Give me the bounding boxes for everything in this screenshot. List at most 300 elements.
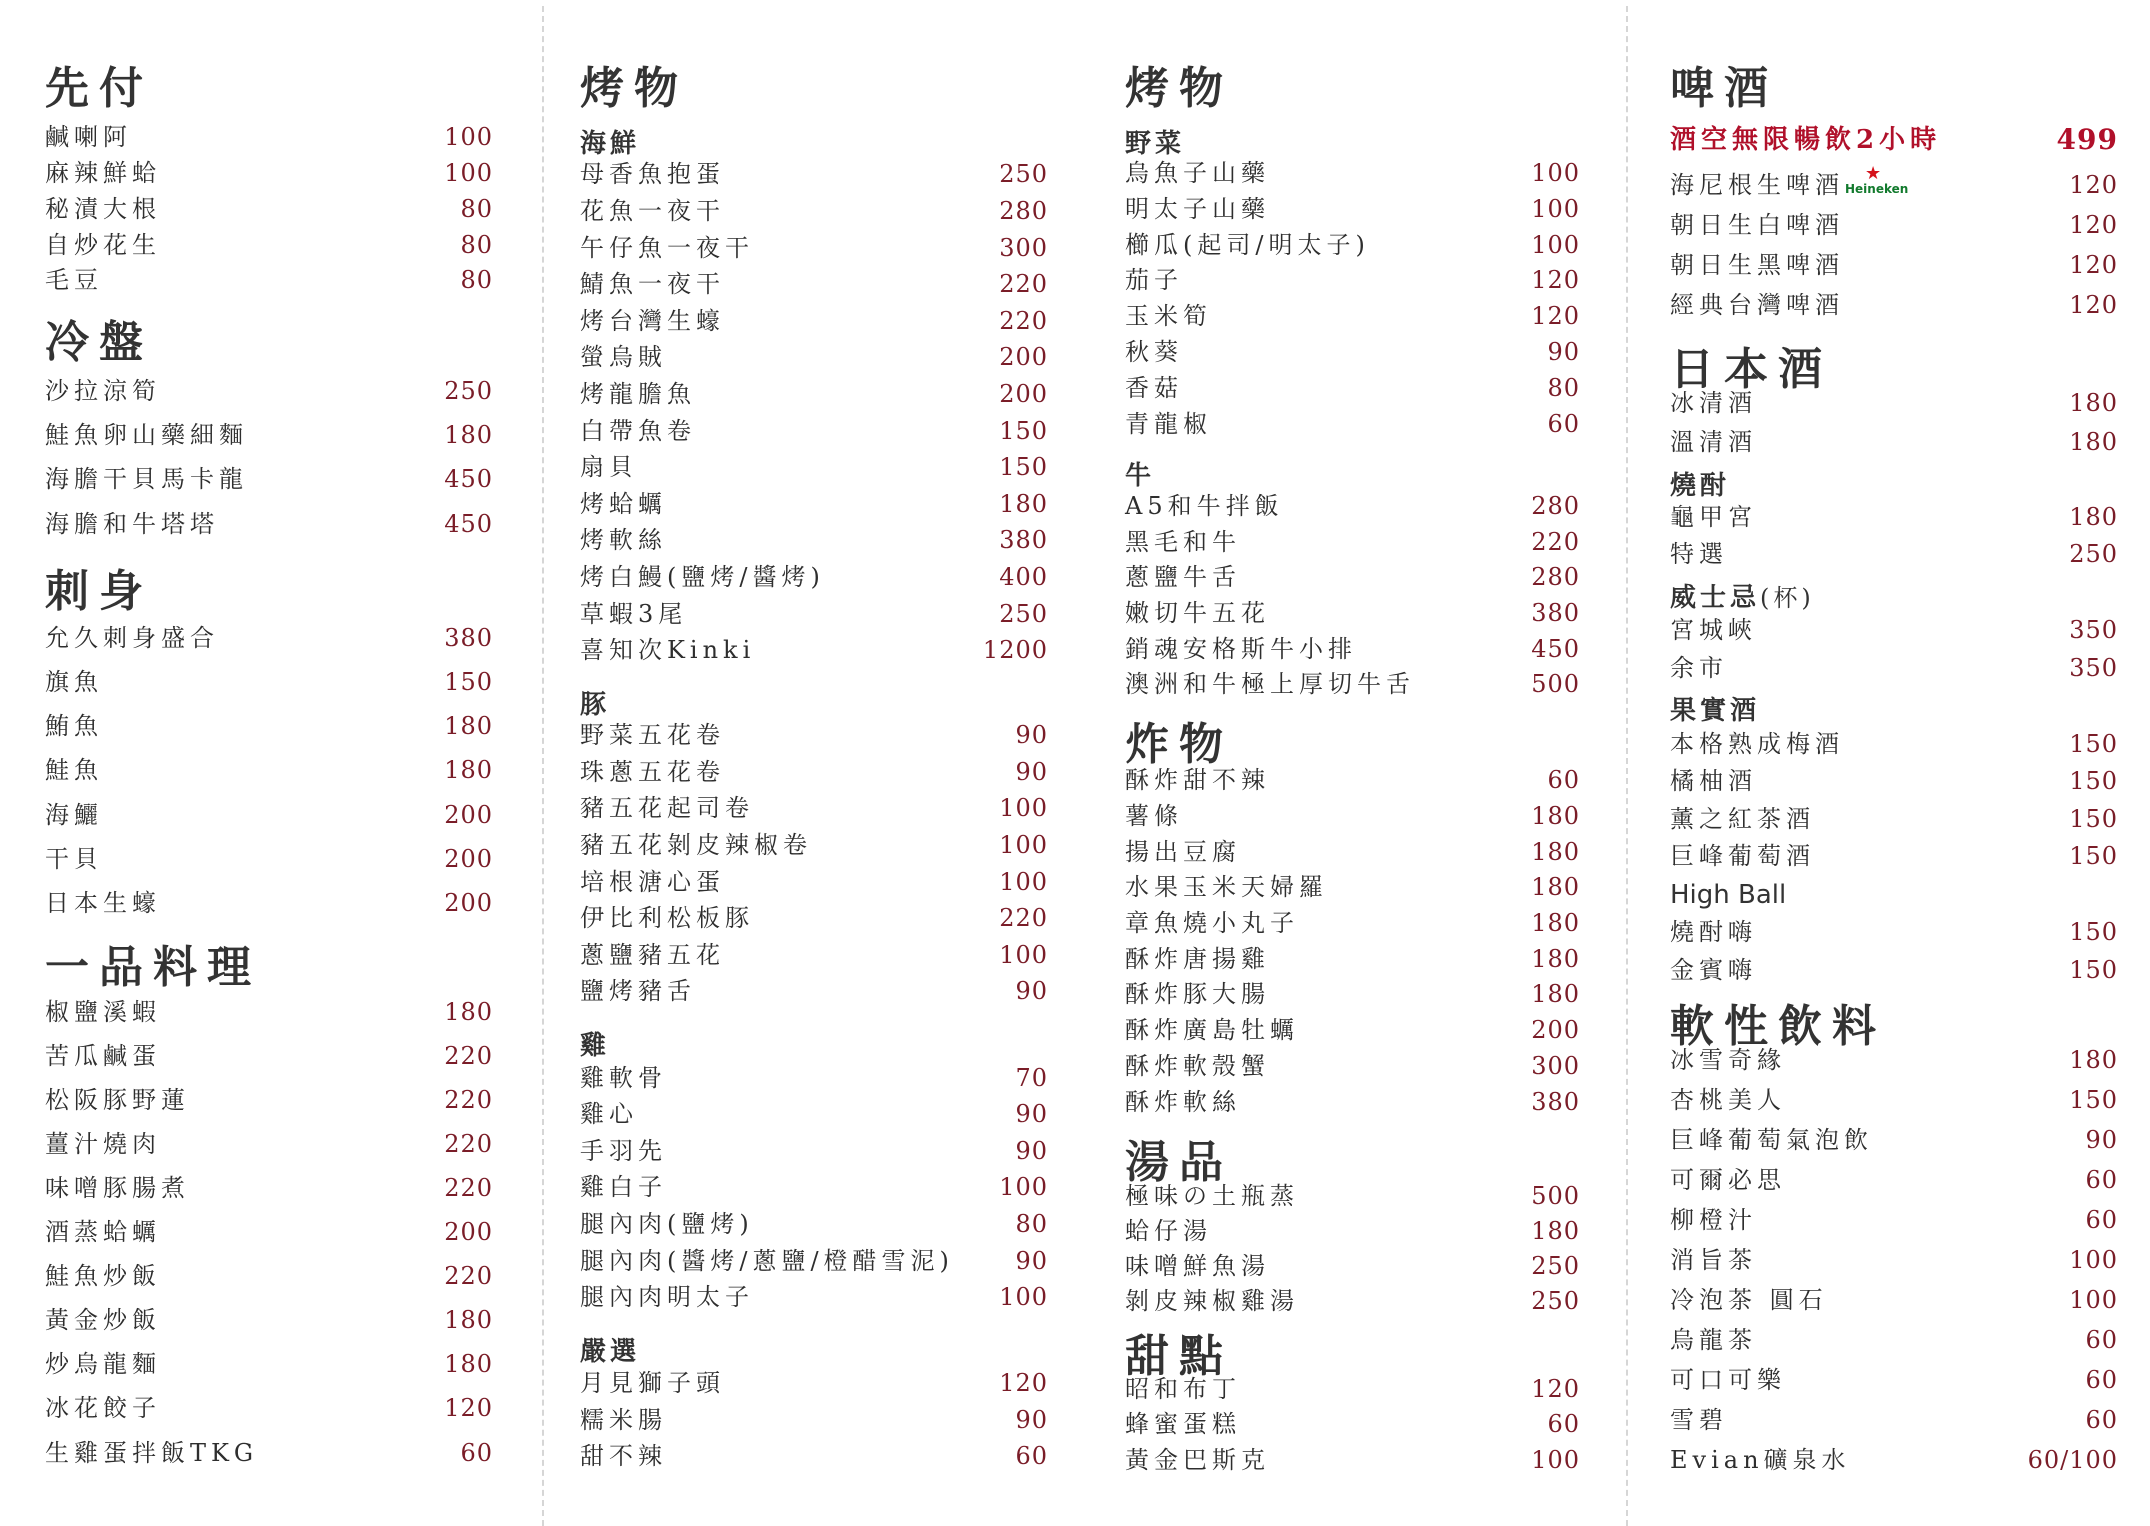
menu-item bbox=[45, 1084, 493, 1116]
subsection-title-vegetables: 野菜 bbox=[1125, 129, 1186, 159]
item-price: 120 bbox=[444, 1394, 493, 1422]
item-price: 280 bbox=[1531, 563, 1580, 591]
item-price: 280 bbox=[1531, 492, 1580, 520]
item-name: 雞心 bbox=[580, 1100, 638, 1128]
item-price: 250 bbox=[444, 377, 493, 405]
item-name: 昭和布丁 bbox=[1125, 1375, 1241, 1403]
item-price: 90 bbox=[2085, 1126, 2118, 1154]
menu-item bbox=[580, 975, 1048, 1007]
menu-item bbox=[1670, 1124, 2118, 1156]
item-price: 80 bbox=[1547, 374, 1580, 402]
item-name: 酒蒸蛤蠣 bbox=[45, 1218, 161, 1246]
item-price: 220 bbox=[444, 1086, 493, 1114]
item-name: 薑汁燒肉 bbox=[45, 1130, 161, 1158]
item-name: 可口可樂 bbox=[1670, 1366, 1786, 1394]
item-price: 220 bbox=[1531, 528, 1580, 556]
item-name: 黑毛和牛 bbox=[1125, 528, 1241, 556]
item-name: 剝皮辣椒雞湯 bbox=[1125, 1287, 1299, 1315]
item-price: 200 bbox=[444, 845, 493, 873]
item-name: 章魚燒小丸子 bbox=[1125, 909, 1299, 937]
red-star-icon: ★ bbox=[1865, 163, 1882, 184]
item-name: 冰花餃子 bbox=[45, 1394, 161, 1422]
item-name: 冰清酒 bbox=[1670, 389, 1757, 417]
item-price: 500 bbox=[1531, 670, 1580, 698]
subsection-title-beef: 牛 bbox=[1125, 461, 1156, 491]
item-price: 200 bbox=[444, 1218, 493, 1246]
menu-item bbox=[1670, 1364, 2118, 1396]
subsection-title-fruit-wine: 果實酒 bbox=[1670, 696, 1761, 726]
menu-item bbox=[45, 1128, 493, 1160]
item-name: 烤台灣生蠔 bbox=[580, 307, 725, 335]
item-price: 90 bbox=[1015, 977, 1048, 1005]
item-price: 100 bbox=[999, 831, 1048, 859]
menu-item bbox=[45, 710, 493, 742]
menu-item bbox=[45, 1437, 493, 1469]
item-price: 250 bbox=[999, 160, 1048, 188]
menu-item bbox=[1125, 800, 1580, 832]
menu-item-highlight bbox=[1670, 124, 2118, 156]
menu-item bbox=[1670, 765, 2118, 797]
item-name: 黃金炒飯 bbox=[45, 1306, 161, 1334]
item-price: 60 bbox=[1547, 410, 1580, 438]
item-price: 120 bbox=[2069, 251, 2118, 279]
item-price: 120 bbox=[1531, 1375, 1580, 1403]
item-name: 金賓嗨 bbox=[1670, 956, 1757, 984]
menu-item bbox=[580, 488, 1048, 520]
item-price: 250 bbox=[1531, 1287, 1580, 1315]
item-price: 180 bbox=[1531, 838, 1580, 866]
item-price: 180 bbox=[1531, 909, 1580, 937]
item-name: 海膽干貝馬卡龍 bbox=[45, 465, 248, 493]
menu-item bbox=[1670, 209, 2118, 241]
item-price: 80 bbox=[460, 195, 493, 223]
menu-item bbox=[580, 451, 1048, 483]
menu-item bbox=[1125, 1285, 1580, 1317]
item-price: 220 bbox=[444, 1042, 493, 1070]
item-price: 200 bbox=[999, 380, 1048, 408]
item-price: 180 bbox=[444, 712, 493, 740]
item-price: 180 bbox=[2069, 389, 2118, 417]
menu-item bbox=[580, 305, 1048, 337]
menu-item bbox=[45, 1040, 493, 1072]
menu-item bbox=[1125, 633, 1580, 665]
menu-item bbox=[580, 415, 1048, 447]
menu-item bbox=[1670, 538, 2118, 570]
menu-item bbox=[1125, 1014, 1580, 1046]
subsection-title-chicken: 雞 bbox=[580, 1031, 611, 1061]
menu-item bbox=[45, 193, 493, 225]
menu-item bbox=[580, 866, 1048, 898]
menu-item bbox=[580, 939, 1048, 971]
item-price: 100 bbox=[2069, 1286, 2118, 1314]
menu-item bbox=[580, 195, 1048, 227]
menu-item bbox=[580, 1135, 1048, 1167]
item-price: 90 bbox=[1015, 1100, 1048, 1128]
menu-item bbox=[45, 121, 493, 153]
item-price: 180 bbox=[1531, 873, 1580, 901]
column-divider bbox=[542, 6, 544, 1526]
item-name: 烏魚子山藥 bbox=[1125, 159, 1270, 187]
menu-item bbox=[45, 419, 493, 451]
item-name: 消旨茶 bbox=[1670, 1246, 1757, 1274]
menu-item bbox=[1670, 652, 2118, 684]
item-name: 松阪豚野蓮 bbox=[45, 1086, 190, 1114]
menu-item bbox=[1670, 803, 2118, 835]
item-name: 宮城峽 bbox=[1670, 616, 1757, 644]
heineken-logo-icon bbox=[1845, 163, 1909, 199]
item-price: 80 bbox=[460, 266, 493, 294]
subsection-title-text: 威士忌 bbox=[1670, 583, 1761, 613]
item-price: 200 bbox=[999, 343, 1048, 371]
item-name: 薰之紅茶酒 bbox=[1670, 805, 1815, 833]
menu-item bbox=[580, 1281, 1048, 1313]
menu-item bbox=[580, 1062, 1048, 1094]
item-name: 余市 bbox=[1670, 654, 1728, 682]
item-name: 母香魚抱蛋 bbox=[580, 160, 725, 188]
menu-item bbox=[45, 1348, 493, 1380]
menu-item bbox=[580, 756, 1048, 788]
item-price: 60 bbox=[1547, 1410, 1580, 1438]
menu-item bbox=[1125, 526, 1580, 558]
item-name: 麻辣鮮蛤 bbox=[45, 159, 161, 187]
item-name: 鮭魚炒飯 bbox=[45, 1262, 161, 1290]
item-name: 味噌鮮魚湯 bbox=[1125, 1252, 1270, 1280]
menu-item bbox=[45, 1260, 493, 1292]
item-price: 300 bbox=[1531, 1052, 1580, 1080]
menu-item bbox=[45, 229, 493, 261]
item-name: 秘漬大根 bbox=[45, 195, 161, 223]
item-price: 450 bbox=[444, 510, 493, 538]
item-name: 午仔魚一夜干 bbox=[580, 234, 754, 262]
item-name: 生雞蛋拌飯TKG bbox=[45, 1439, 259, 1467]
item-name: 鮪魚 bbox=[45, 712, 103, 740]
item-price: 150 bbox=[2069, 842, 2118, 870]
item-price: 180 bbox=[2069, 503, 2118, 531]
item-name: 腿內肉明太子 bbox=[580, 1283, 754, 1311]
menu-item bbox=[580, 268, 1048, 300]
item-price: 100 bbox=[999, 1173, 1048, 1201]
menu-item bbox=[45, 1392, 493, 1424]
menu-item bbox=[580, 902, 1048, 934]
menu-item bbox=[1125, 1180, 1580, 1212]
item-price: 220 bbox=[444, 1262, 493, 1290]
item-price: 120 bbox=[999, 1369, 1048, 1397]
menu-item bbox=[1670, 163, 2118, 201]
item-price: 220 bbox=[444, 1174, 493, 1202]
item-price: 150 bbox=[2069, 1086, 2118, 1114]
menu-item bbox=[580, 232, 1048, 264]
item-price: 350 bbox=[2069, 654, 2118, 682]
menu-item bbox=[1125, 597, 1580, 629]
item-price: 1200 bbox=[982, 636, 1048, 664]
item-name: 冰雪奇緣 bbox=[1670, 1046, 1786, 1074]
menu-item bbox=[45, 754, 493, 786]
item-price: 180 bbox=[999, 490, 1048, 518]
item-price: 60 bbox=[2085, 1166, 2118, 1194]
item-name: 秋葵 bbox=[1125, 338, 1183, 366]
section-title-a-la-carte: 一品料理 bbox=[45, 942, 261, 993]
item-name: 酒空無限暢飲2小時 bbox=[1670, 125, 1942, 155]
menu-item bbox=[45, 666, 493, 698]
item-name: 橘柚酒 bbox=[1670, 767, 1757, 795]
item-name: 干貝 bbox=[45, 845, 103, 873]
item-price: 90 bbox=[1015, 758, 1048, 786]
section-title-soft-drinks: 軟性飲料 bbox=[1670, 1001, 1886, 1052]
item-price: 450 bbox=[1531, 635, 1580, 663]
item-price: 380 bbox=[1531, 1088, 1580, 1116]
item-price: 250 bbox=[1531, 1252, 1580, 1280]
subsection-title-selection: 嚴選 bbox=[580, 1337, 641, 1367]
item-name: 柳橙汁 bbox=[1670, 1206, 1757, 1234]
menu-item bbox=[580, 1404, 1048, 1436]
item-name: 本格熟成梅酒 bbox=[1670, 730, 1844, 758]
item-price: 150 bbox=[2069, 767, 2118, 795]
item-name: 糯米腸 bbox=[580, 1406, 667, 1434]
menu-item bbox=[580, 158, 1048, 190]
item-price: 90 bbox=[1547, 338, 1580, 366]
item-price: 380 bbox=[999, 526, 1048, 554]
menu-item bbox=[45, 463, 493, 495]
section-title-fried: 炸物 bbox=[1125, 719, 1233, 770]
item-name: 黃金巴斯克 bbox=[1125, 1446, 1270, 1474]
menu-item bbox=[45, 375, 493, 407]
menu-item bbox=[1125, 561, 1580, 593]
item-price: 180 bbox=[444, 1350, 493, 1378]
item-name: 銷魂安格斯牛小排 bbox=[1125, 635, 1357, 663]
item-name: 苦瓜鹹蛋 bbox=[45, 1042, 161, 1070]
menu-item bbox=[1670, 1404, 2118, 1436]
subsection-title-highball: High Ball bbox=[1670, 880, 1787, 910]
menu-item bbox=[1125, 1050, 1580, 1082]
item-price: 180 bbox=[444, 1306, 493, 1334]
item-name: 扇貝 bbox=[580, 453, 638, 481]
menu-item bbox=[1670, 1324, 2118, 1356]
item-name: 蜂蜜蛋糕 bbox=[1125, 1410, 1241, 1438]
item-price: 200 bbox=[1531, 1016, 1580, 1044]
menu-item bbox=[580, 1208, 1048, 1240]
menu-item bbox=[580, 378, 1048, 410]
menu-item bbox=[1125, 1250, 1580, 1282]
item-name: 培根溏心蛋 bbox=[580, 868, 725, 896]
item-name: 炒烏龍麵 bbox=[45, 1350, 161, 1378]
logo-wordmark: Heineken bbox=[1845, 182, 1909, 196]
item-name: 烏龍茶 bbox=[1670, 1326, 1757, 1354]
item-name: 白帶魚卷 bbox=[580, 417, 696, 445]
item-price: 250 bbox=[999, 600, 1048, 628]
item-name: 酥炸唐揚雞 bbox=[1125, 945, 1270, 973]
menu-item bbox=[580, 1367, 1048, 1399]
item-name: 明太子山藥 bbox=[1125, 195, 1270, 223]
item-price: 450 bbox=[444, 465, 493, 493]
item-name: 月見獅子頭 bbox=[580, 1369, 725, 1397]
item-price: 150 bbox=[2069, 918, 2118, 946]
menu-item bbox=[45, 887, 493, 919]
item-name: 青龍椒 bbox=[1125, 410, 1212, 438]
item-name: 鹹喇阿 bbox=[45, 123, 132, 151]
item-price: 150 bbox=[444, 668, 493, 696]
menu-item bbox=[1125, 490, 1580, 522]
item-name: 巨峰葡萄氣泡飲 bbox=[1670, 1126, 1873, 1154]
menu-item bbox=[1125, 193, 1580, 225]
item-price: 120 bbox=[2069, 211, 2118, 239]
menu-item bbox=[45, 1172, 493, 1204]
item-name: 珠蔥五花卷 bbox=[580, 758, 725, 786]
menu-item bbox=[1125, 229, 1580, 261]
menu-item bbox=[1670, 249, 2118, 281]
item-price: 180 bbox=[444, 756, 493, 784]
menu-item bbox=[580, 1171, 1048, 1203]
item-price: 100 bbox=[2069, 1246, 2118, 1274]
menu-item bbox=[1125, 300, 1580, 332]
menu-item bbox=[1125, 1408, 1580, 1440]
item-name: 雞白子 bbox=[580, 1173, 667, 1201]
menu-item bbox=[580, 1440, 1048, 1472]
menu-item bbox=[1670, 1444, 2118, 1476]
item-price: 60 bbox=[1547, 766, 1580, 794]
subsection-title-pork: 豚 bbox=[580, 690, 611, 720]
item-name: 蔥鹽牛舌 bbox=[1125, 563, 1241, 591]
menu-item bbox=[1670, 728, 2118, 760]
item-price: 500 bbox=[1531, 1182, 1580, 1210]
item-price: 150 bbox=[999, 453, 1048, 481]
menu-item bbox=[45, 799, 493, 831]
item-price: 150 bbox=[2069, 730, 2118, 758]
item-name: 水果玉米天婦羅 bbox=[1125, 873, 1328, 901]
menu-item bbox=[580, 561, 1048, 593]
menu-item bbox=[1125, 668, 1580, 700]
item-price: 180 bbox=[2069, 428, 2118, 456]
item-price: 90 bbox=[1015, 1406, 1048, 1434]
item-price: 60 bbox=[2085, 1366, 2118, 1394]
menu-item bbox=[45, 622, 493, 654]
item-name: 極味の土瓶蒸 bbox=[1125, 1182, 1299, 1210]
menu-item bbox=[1670, 1204, 2118, 1236]
item-price: 100 bbox=[999, 1283, 1048, 1311]
item-name: 椒鹽溪蝦 bbox=[45, 998, 161, 1026]
menu-item bbox=[1125, 764, 1580, 796]
item-price: 80 bbox=[1015, 1210, 1048, 1238]
menu-item bbox=[1125, 1215, 1580, 1247]
item-name: 沙拉涼筍 bbox=[45, 377, 161, 405]
item-price: 90 bbox=[1015, 721, 1048, 749]
item-name: A5和牛拌飯 bbox=[1125, 492, 1284, 520]
menu-item bbox=[1125, 157, 1580, 189]
item-price: 200 bbox=[444, 801, 493, 829]
item-price: 300 bbox=[999, 234, 1048, 262]
menu-item bbox=[1670, 1284, 2118, 1316]
item-name: 雞軟骨 bbox=[580, 1064, 667, 1092]
menu-item bbox=[1670, 289, 2118, 321]
item-name: 腿內肉(鹽烤) bbox=[580, 1210, 754, 1238]
item-name: 自炒花生 bbox=[45, 231, 161, 259]
menu-item bbox=[1670, 1244, 2118, 1276]
menu-item bbox=[1125, 1373, 1580, 1405]
item-price: 120 bbox=[2069, 171, 2118, 199]
item-name: 朝日生白啤酒 bbox=[1670, 211, 1844, 239]
item-name: 烤龍膽魚 bbox=[580, 380, 696, 408]
section-title-sake: 日本酒 bbox=[1670, 344, 1832, 395]
item-name: 酥炸甜不辣 bbox=[1125, 766, 1270, 794]
menu-item bbox=[580, 341, 1048, 373]
item-price: 100 bbox=[1531, 195, 1580, 223]
section-title-sakizuke: 先付 bbox=[45, 63, 153, 114]
item-name: 酥炸軟殼蟹 bbox=[1125, 1052, 1270, 1080]
subsection-title-seafood: 海鮮 bbox=[580, 129, 641, 159]
item-name: 旗魚 bbox=[45, 668, 103, 696]
item-name: 花魚一夜干 bbox=[580, 197, 725, 225]
item-price: 350 bbox=[2069, 616, 2118, 644]
item-price: 220 bbox=[999, 307, 1048, 335]
item-name: 味噌豚腸煮 bbox=[45, 1174, 190, 1202]
item-name: 冷泡茶 圓石 bbox=[1670, 1286, 1828, 1314]
item-price: 180 bbox=[1531, 945, 1580, 973]
menu-item bbox=[45, 996, 493, 1028]
item-price: 120 bbox=[2069, 291, 2118, 319]
item-name: 鯖魚一夜干 bbox=[580, 270, 725, 298]
item-name: 澳洲和牛極上厚切牛舌 bbox=[1125, 670, 1415, 698]
item-name: 雪碧 bbox=[1670, 1406, 1728, 1434]
menu-item bbox=[45, 508, 493, 540]
subsection-title-shochu: 燒酎 bbox=[1670, 471, 1731, 501]
item-name: 嫩切牛五花 bbox=[1125, 599, 1270, 627]
menu-item bbox=[580, 634, 1048, 666]
item-name: 毛豆 bbox=[45, 266, 103, 294]
menu-item bbox=[1125, 372, 1580, 404]
menu-item bbox=[580, 719, 1048, 751]
menu-item bbox=[580, 1245, 1048, 1277]
section-title-beer: 啤酒 bbox=[1670, 63, 1778, 114]
item-name: 薯條 bbox=[1125, 802, 1183, 830]
menu-item bbox=[1670, 387, 2118, 419]
item-price: 60 bbox=[460, 1439, 493, 1467]
item-price: 70 bbox=[1015, 1064, 1048, 1092]
item-name: 揚出豆腐 bbox=[1125, 838, 1241, 866]
item-name: 玉米筍 bbox=[1125, 302, 1212, 330]
item-name: 可爾必思 bbox=[1670, 1166, 1786, 1194]
item-price: 220 bbox=[999, 904, 1048, 932]
item-price: 499 bbox=[2056, 123, 2118, 156]
menu-item bbox=[1125, 1444, 1580, 1476]
item-name: 豬五花剝皮辣椒卷 bbox=[580, 831, 812, 859]
menu-item bbox=[1670, 840, 2118, 872]
item-price: 380 bbox=[444, 624, 493, 652]
menu-item bbox=[45, 264, 493, 296]
menu-item bbox=[1670, 1164, 2118, 1196]
column-divider bbox=[1626, 6, 1628, 1526]
item-price: 100 bbox=[444, 123, 493, 151]
item-price: 400 bbox=[999, 563, 1048, 591]
item-name: 烤蛤蠣 bbox=[580, 490, 667, 518]
menu-item bbox=[1670, 916, 2118, 948]
item-name: 酥炸軟絲 bbox=[1125, 1088, 1241, 1116]
item-price: 60/100 bbox=[2027, 1446, 2118, 1474]
item-price: 180 bbox=[444, 421, 493, 449]
section-title-cold-dishes: 冷盤 bbox=[45, 317, 153, 368]
menu-item bbox=[1670, 426, 2118, 458]
item-price: 80 bbox=[460, 231, 493, 259]
section-title-grilled-2: 烤物 bbox=[1125, 63, 1233, 114]
menu-item bbox=[1125, 408, 1580, 440]
section-title-grilled: 烤物 bbox=[580, 63, 688, 114]
subsection-note: (杯) bbox=[1760, 584, 1815, 612]
menu-item bbox=[45, 157, 493, 189]
item-price: 220 bbox=[999, 270, 1048, 298]
menu-item bbox=[1125, 836, 1580, 868]
menu-item bbox=[1125, 978, 1580, 1010]
item-name: 螢烏賊 bbox=[580, 343, 667, 371]
item-name: 允久刺身盛合 bbox=[45, 624, 219, 652]
item-name: 海尼根生啤酒 bbox=[1670, 171, 1844, 199]
